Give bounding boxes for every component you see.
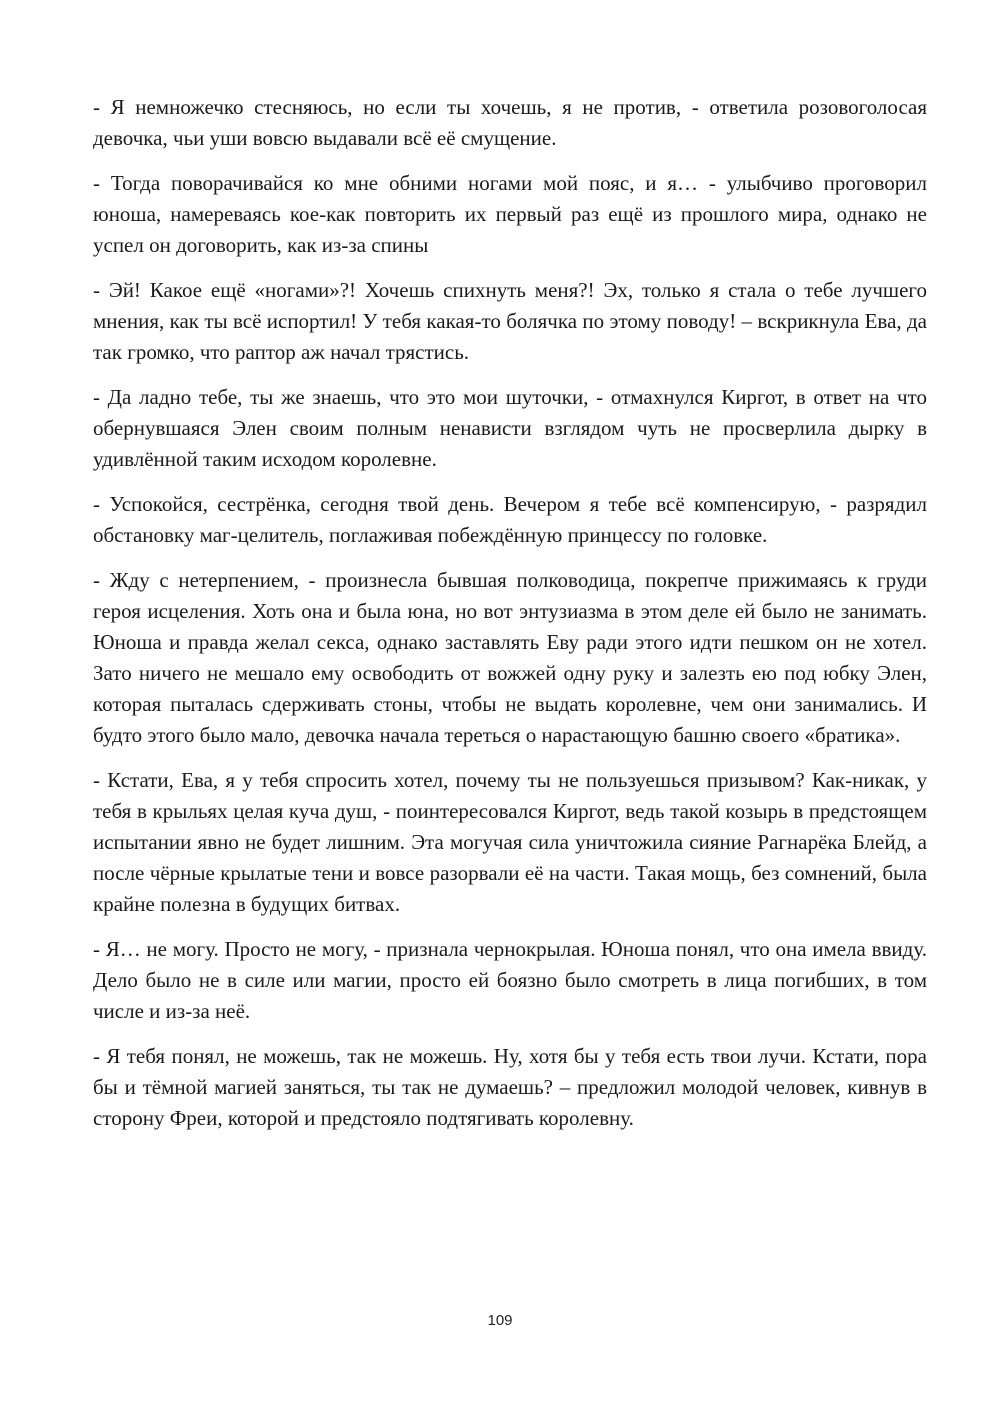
paragraph: - Тогда поворачивайся ко мне обними ногами мой пояс, и я… - улыбчиво проговорил юноша, намереваясь кое-как повторить их первый раз ещё из прошлого мира, однако не успел он договорить, как из-за спины	[93, 171, 927, 257]
paragraph: - Я немножечко стесняюсь, но если ты хочешь, я не против, - ответила розовоголосая девочка, чьи уши вовсю выдавали всё её смущение.	[93, 95, 927, 150]
paragraph: - Да ладно тебе, ты же знаешь, что это мои шуточки, - отмахнулся Киргот, в ответ на что обернувшаяся Элен своим полным ненависти взглядом чуть не просверлила дырку в удивлённой таким исходом королевне.	[93, 385, 927, 471]
paragraph: - Кстати, Ева, я у тебя спросить хотел, почему ты не пользуешься призывом? Как-никак, у тебя в крыльях целая куча душ, - поинтересовался Киргот, ведь такой козырь в предстоящем испытании явно не будет лишним. Эта могучая сила уничтожила сияние Рагнарёка Блейд, а после чёрные крылатые тени и вовсе разорвали её на части. Такая мощь, без сомнений, была крайне полезна в будущих битвах.	[93, 768, 927, 916]
paragraph: - Я… не могу. Просто не могу, - признала чернокрылая. Юноша понял, что она имела ввиду. Дело было не в силе или магии, просто ей боязно было смотреть в лица погибших, в том числе и из-за неё.	[93, 937, 927, 1023]
paragraph: - Жду с нетерпением, - произнесла бывшая полководица, покрепче прижимаясь к груди героя исцеления. Хоть она и была юна, но вот энтузиазма в этом деле ей было не занимать. Юноша и правда желал секса, однако заставлять Еву ради этого идти пешком он не хотел. Зато ничего не мешало ему освободить от вожжей одну руку и залезть ею под юбку Элен, которая пыталась сдерживать стоны, чтобы не выдать королевне, чем они занимались. И будто этого было мало, девочка начала тереться о нарастающую башню своего «братика».	[93, 568, 927, 747]
paragraph: - Эй! Какое ещё «ногами»?! Хочешь спихнуть меня?! Эх, только я стала о тебе лучшего мнения, как ты всё испортил! У тебя какая-то болячка по этому поводу! – вскрикнула Ева, да так громко, что раптор аж начал трястись.	[93, 278, 927, 364]
paragraph: - Я тебя понял, не можешь, так не можешь. Ну, хотя бы у тебя есть твои лучи. Кстати, пора бы и тёмной магией заняться, ты так не думаешь? – предложил молодой человек, кивнув в сторону Фреи, которой и предстояло подтягивать королевну.	[93, 1044, 927, 1130]
page-number: 109	[487, 1312, 513, 1329]
paragraph: - Успокойся, сестрёнка, сегодня твой день. Вечером я тебе всё компенсирую, - разрядил обстановку маг-целитель, поглаживая побеждённую принцессу по головке.	[93, 492, 927, 547]
document-page	[93, 92, 927, 1148]
